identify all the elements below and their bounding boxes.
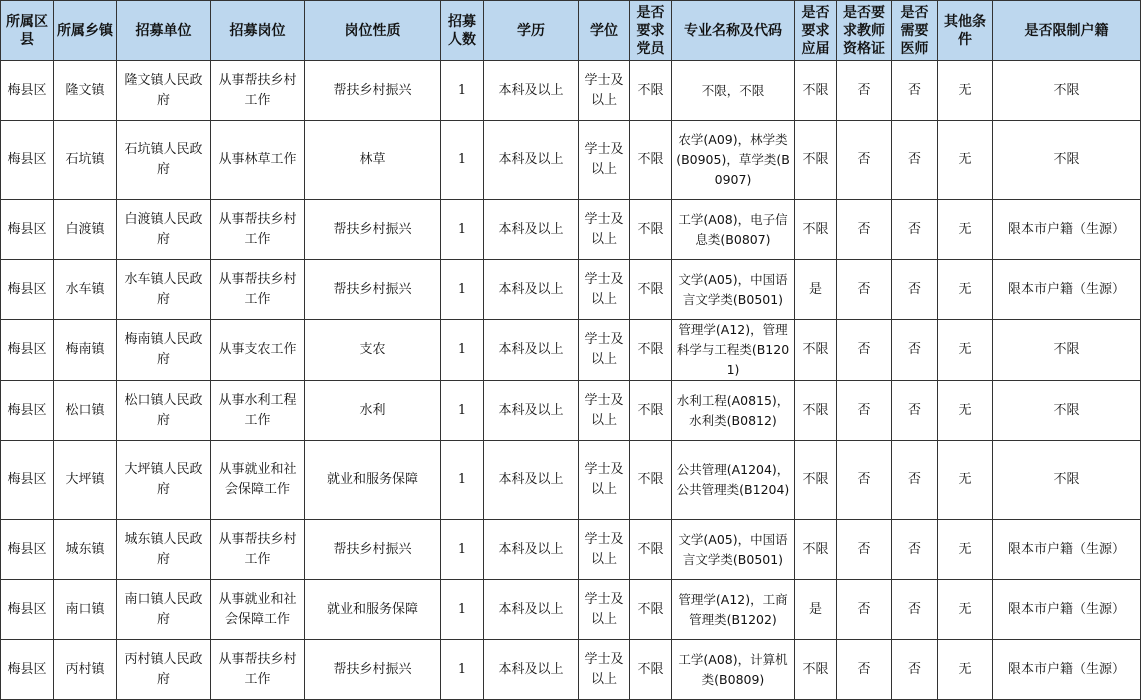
cell-recruiting-unit: 松口镇人民政府 [117,381,211,441]
cell-physician-required: 否 [892,640,938,700]
cell-education: 本科及以上 [484,320,579,381]
cell-recruiting-unit: 水车镇人民政府 [117,260,211,320]
cell-other-conditions: 无 [938,520,993,580]
header-recruiting-unit: 招募单位 [117,1,211,61]
cell-other-conditions: 无 [938,381,993,441]
cell-major-and-code: 水利工程(A0815)，水利类(B0812) [672,381,795,441]
cell-household-restriction: 限本市户籍（生源） [993,640,1141,700]
cell-other-conditions: 无 [938,441,993,520]
cell-major-and-code: 文学(A05)，中国语言文学类(B0501) [672,520,795,580]
cell-degree: 学士及以上 [579,441,630,520]
cell-district: 梅县区 [1,260,54,320]
cell-major-and-code: 不限，不限 [672,61,795,121]
cell-recruiting-unit: 石坑镇人民政府 [117,121,211,200]
cell-recruiting-unit: 隆文镇人民政府 [117,61,211,121]
cell-other-conditions: 无 [938,61,993,121]
cell-physician-required: 否 [892,520,938,580]
cell-recruiting-position: 从事就业和社会保障工作 [211,580,305,640]
header-teacher-certificate-required: 是否要求教师资格证 [837,1,892,61]
cell-degree: 学士及以上 [579,640,630,700]
cell-recruit-count: 1 [441,520,484,580]
cell-fresh-graduate-required: 不限 [795,200,837,260]
cell-other-conditions: 无 [938,260,993,320]
cell-physician-required: 否 [892,121,938,200]
cell-position-nature: 帮扶乡村振兴 [305,640,441,700]
header-recruiting-position: 招募岗位 [211,1,305,61]
cell-education: 本科及以上 [484,520,579,580]
cell-household-restriction: 限本市户籍（生源） [993,200,1141,260]
cell-fresh-graduate-required: 不限 [795,61,837,121]
cell-fresh-graduate-required: 不限 [795,381,837,441]
cell-district: 梅县区 [1,441,54,520]
cell-other-conditions: 无 [938,640,993,700]
cell-recruit-count: 1 [441,320,484,381]
cell-recruiting-position: 从事帮扶乡村工作 [211,640,305,700]
cell-education: 本科及以上 [484,640,579,700]
cell-township: 隆文镇 [54,61,117,121]
cell-physician-required: 否 [892,260,938,320]
table-row [1,441,1141,520]
cell-recruit-count: 1 [441,200,484,260]
cell-degree: 学士及以上 [579,520,630,580]
cell-major-and-code: 文学(A05)，中国语言文学类(B0501) [672,260,795,320]
cell-township: 大坪镇 [54,441,117,520]
header-row [1,1,1141,61]
table-row [1,200,1141,260]
cell-district: 梅县区 [1,381,54,441]
cell-education: 本科及以上 [484,381,579,441]
cell-recruiting-position: 从事帮扶乡村工作 [211,61,305,121]
header-household-restriction: 是否限制户籍 [993,1,1141,61]
cell-position-nature: 帮扶乡村振兴 [305,200,441,260]
table-header [1,1,1141,61]
cell-party-member-required: 不限 [630,200,672,260]
header-township: 所属乡镇 [54,1,117,61]
cell-fresh-graduate-required: 不限 [795,520,837,580]
cell-township: 城东镇 [54,520,117,580]
cell-position-nature: 水利 [305,381,441,441]
cell-party-member-required: 不限 [630,61,672,121]
cell-district: 梅县区 [1,121,54,200]
cell-degree: 学士及以上 [579,320,630,381]
header-education: 学历 [484,1,579,61]
cell-party-member-required: 不限 [630,260,672,320]
cell-physician-required: 否 [892,61,938,121]
cell-recruiting-position: 从事帮扶乡村工作 [211,520,305,580]
cell-party-member-required: 不限 [630,580,672,640]
cell-degree: 学士及以上 [579,121,630,200]
cell-household-restriction: 不限 [993,121,1141,200]
cell-education: 本科及以上 [484,260,579,320]
cell-recruiting-unit: 丙村镇人民政府 [117,640,211,700]
cell-physician-required: 否 [892,200,938,260]
cell-recruiting-unit: 南口镇人民政府 [117,580,211,640]
cell-recruit-count: 1 [441,640,484,700]
cell-party-member-required: 不限 [630,320,672,381]
cell-education: 本科及以上 [484,61,579,121]
cell-major-and-code: 管理学(A12)，工商管理类(B1202) [672,580,795,640]
cell-teacher-certificate-required: 否 [837,441,892,520]
cell-position-nature: 帮扶乡村振兴 [305,520,441,580]
cell-position-nature: 就业和服务保障 [305,441,441,520]
cell-fresh-graduate-required: 是 [795,580,837,640]
cell-recruiting-position: 从事帮扶乡村工作 [211,260,305,320]
cell-degree: 学士及以上 [579,200,630,260]
cell-fresh-graduate-required: 不限 [795,441,837,520]
cell-district: 梅县区 [1,320,54,381]
cell-household-restriction: 限本市户籍（生源） [993,520,1141,580]
cell-degree: 学士及以上 [579,381,630,441]
table-row [1,320,1141,381]
cell-township: 水车镇 [54,260,117,320]
cell-recruit-count: 1 [441,260,484,320]
cell-household-restriction: 不限 [993,381,1141,441]
cell-other-conditions: 无 [938,580,993,640]
cell-position-nature: 支农 [305,320,441,381]
cell-district: 梅县区 [1,640,54,700]
cell-education: 本科及以上 [484,580,579,640]
cell-party-member-required: 不限 [630,381,672,441]
cell-position-nature: 就业和服务保障 [305,580,441,640]
header-district: 所属区县 [1,1,54,61]
cell-major-and-code: 管理学(A12)，管理科学与工程类(B1201) [672,320,795,381]
header-recruit-count: 招募人数 [441,1,484,61]
cell-recruit-count: 1 [441,441,484,520]
cell-recruiting-position: 从事水利工程工作 [211,381,305,441]
cell-township: 白渡镇 [54,200,117,260]
cell-recruiting-position: 从事就业和社会保障工作 [211,441,305,520]
cell-degree: 学士及以上 [579,260,630,320]
cell-recruiting-position: 从事林草工作 [211,121,305,200]
table-row [1,61,1141,121]
cell-teacher-certificate-required: 否 [837,121,892,200]
cell-district: 梅县区 [1,61,54,121]
cell-other-conditions: 无 [938,200,993,260]
cell-party-member-required: 不限 [630,441,672,520]
cell-recruit-count: 1 [441,61,484,121]
cell-recruiting-position: 从事帮扶乡村工作 [211,200,305,260]
cell-teacher-certificate-required: 否 [837,320,892,381]
cell-position-nature: 林草 [305,121,441,200]
header-degree: 学位 [579,1,630,61]
cell-teacher-certificate-required: 否 [837,200,892,260]
cell-major-and-code: 农学(A09)，林学类(B0905)，草学类(B0907) [672,121,795,200]
cell-position-nature: 帮扶乡村振兴 [305,260,441,320]
cell-party-member-required: 不限 [630,520,672,580]
cell-recruiting-unit: 白渡镇人民政府 [117,200,211,260]
cell-major-and-code: 工学(A08)，电子信息类(B0807) [672,200,795,260]
cell-household-restriction: 限本市户籍（生源） [993,580,1141,640]
table-row [1,121,1141,200]
header-fresh-graduate-required: 是否要求应届 [795,1,837,61]
table-body [1,61,1141,700]
cell-teacher-certificate-required: 否 [837,61,892,121]
cell-party-member-required: 不限 [630,640,672,700]
cell-physician-required: 否 [892,381,938,441]
cell-party-member-required: 不限 [630,121,672,200]
cell-fresh-graduate-required: 不限 [795,121,837,200]
cell-education: 本科及以上 [484,441,579,520]
cell-district: 梅县区 [1,520,54,580]
cell-recruiting-unit: 梅南镇人民政府 [117,320,211,381]
cell-recruiting-unit: 大坪镇人民政府 [117,441,211,520]
cell-township: 石坑镇 [54,121,117,200]
header-major-and-code: 专业名称及代码 [672,1,795,61]
cell-teacher-certificate-required: 否 [837,640,892,700]
cell-recruit-count: 1 [441,381,484,441]
cell-district: 梅县区 [1,580,54,640]
cell-other-conditions: 无 [938,121,993,200]
cell-recruit-count: 1 [441,580,484,640]
cell-township: 松口镇 [54,381,117,441]
cell-education: 本科及以上 [484,121,579,200]
cell-household-restriction: 不限 [993,61,1141,121]
cell-physician-required: 否 [892,320,938,381]
cell-physician-required: 否 [892,441,938,520]
cell-fresh-graduate-required: 是 [795,260,837,320]
cell-township: 丙村镇 [54,640,117,700]
cell-household-restriction: 限本市户籍（生源） [993,260,1141,320]
header-other-conditions: 其他条件 [938,1,993,61]
cell-teacher-certificate-required: 否 [837,520,892,580]
cell-township: 南口镇 [54,580,117,640]
cell-major-and-code: 工学(A08)，计算机类(B0809) [672,640,795,700]
header-position-nature: 岗位性质 [305,1,441,61]
header-party-member-required: 是否要求党员 [630,1,672,61]
table-row [1,580,1141,640]
cell-household-restriction: 不限 [993,320,1141,381]
table-row [1,260,1141,320]
header-physician-required: 是否需要医师 [892,1,938,61]
cell-degree: 学士及以上 [579,580,630,640]
cell-fresh-graduate-required: 不限 [795,640,837,700]
cell-major-and-code: 公共管理(A1204)，公共管理类(B1204) [672,441,795,520]
cell-fresh-graduate-required: 不限 [795,320,837,381]
cell-household-restriction: 不限 [993,441,1141,520]
cell-recruiting-position: 从事支农工作 [211,320,305,381]
cell-position-nature: 帮扶乡村振兴 [305,61,441,121]
table-row [1,640,1141,700]
cell-teacher-certificate-required: 否 [837,260,892,320]
cell-other-conditions: 无 [938,320,993,381]
cell-education: 本科及以上 [484,200,579,260]
cell-teacher-certificate-required: 否 [837,580,892,640]
table-row [1,520,1141,580]
cell-township: 梅南镇 [54,320,117,381]
cell-physician-required: 否 [892,580,938,640]
cell-recruiting-unit: 城东镇人民政府 [117,520,211,580]
cell-teacher-certificate-required: 否 [837,381,892,441]
cell-recruit-count: 1 [441,121,484,200]
table-row [1,381,1141,441]
cell-degree: 学士及以上 [579,61,630,121]
cell-district: 梅县区 [1,200,54,260]
